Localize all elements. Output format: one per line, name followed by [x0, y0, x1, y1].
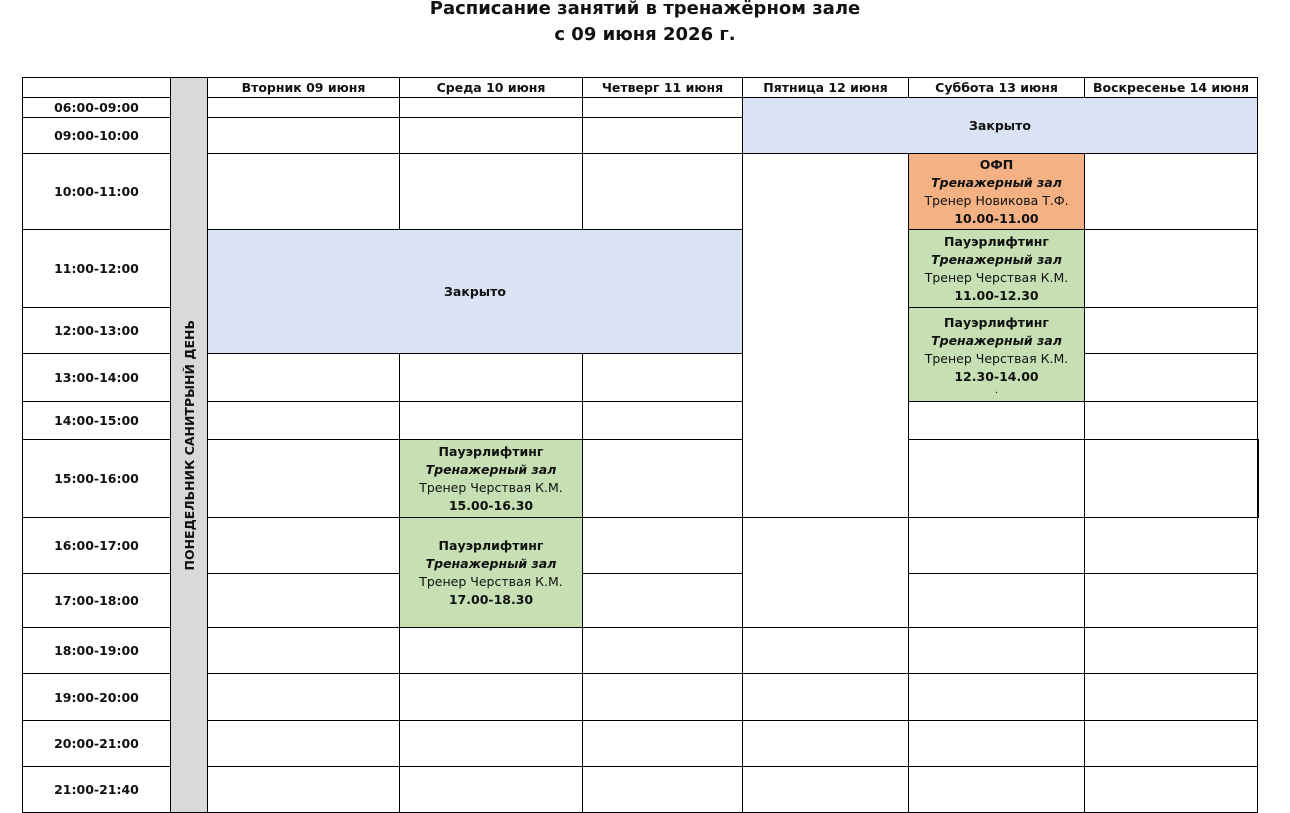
schedule-cell — [208, 440, 400, 518]
schedule-cell — [583, 518, 743, 574]
schedule-cell — [208, 628, 400, 674]
table-row — [23, 402, 1259, 440]
header-row — [23, 78, 1259, 98]
schedule-cell — [743, 721, 909, 767]
schedule-cell — [208, 118, 400, 154]
day-header-wednesday: Среда 10 июня — [400, 78, 583, 98]
day-header-tuesday: Вторник 09 июня — [208, 78, 400, 98]
event-trainer: Тренер Черствая К.М. — [924, 269, 1069, 285]
event-time: 17.00-18.30 — [448, 591, 534, 607]
schedule-cell — [208, 674, 400, 721]
event-name: Пауэрлифтинг — [438, 443, 544, 459]
time-slot: 06:00-09:00 — [23, 98, 171, 118]
schedule-cell — [583, 721, 743, 767]
schedule-cell — [583, 767, 743, 813]
time-slot: 16:00-17:00 — [23, 518, 171, 574]
event-place: Тренажерный зал — [425, 555, 557, 571]
closed-block-fri-sun — [743, 98, 1258, 154]
schedule-cell — [1258, 440, 1259, 518]
schedule-cell — [583, 354, 743, 402]
schedule-cell — [909, 440, 1085, 518]
event-powerlifting-wednesday-2 — [400, 518, 583, 628]
schedule-cell — [400, 402, 583, 440]
schedule-cell — [1085, 308, 1258, 354]
schedule-cell — [1085, 440, 1258, 518]
schedule-cell — [743, 767, 909, 813]
table-row — [23, 628, 1259, 674]
header-empty-cell — [23, 78, 171, 98]
event-place: Тренажерный зал — [931, 174, 1062, 190]
schedule-cell — [909, 767, 1085, 813]
table-row — [23, 674, 1259, 721]
event-place: Тренажерный зал — [425, 461, 557, 477]
schedule-cell — [583, 154, 743, 230]
table-row — [23, 98, 1259, 118]
event-place: Тренажерный зал — [931, 332, 1062, 348]
event-ofp-saturday — [909, 154, 1085, 230]
schedule-cell — [743, 628, 909, 674]
schedule-cell — [583, 98, 743, 118]
schedule-cell — [208, 402, 400, 440]
event-powerlifting-saturday-2 — [909, 308, 1085, 402]
time-slot: 12:00-13:00 — [23, 308, 171, 354]
time-slot: 15:00-16:00 — [23, 440, 171, 518]
day-header-friday: Пятница 12 июня — [743, 78, 909, 98]
schedule-cell — [400, 674, 583, 721]
time-slot: 09:00-10:00 — [23, 118, 171, 154]
schedule-cell — [400, 767, 583, 813]
schedule-cell — [583, 440, 743, 518]
event-time: 11.00-12.30 — [954, 287, 1039, 303]
event-trainer: Тренер Черствая К.М. — [419, 479, 563, 495]
schedule-cell — [400, 354, 583, 402]
event-note: . — [994, 384, 999, 396]
monday-column — [171, 78, 208, 813]
table-row — [23, 154, 1259, 230]
event-powerlifting-saturday-1 — [909, 230, 1085, 308]
event-name: ОФП — [979, 156, 1014, 172]
time-slot: 14:00-15:00 — [23, 402, 171, 440]
closed-label: Закрыто — [969, 118, 1031, 133]
schedule-cell — [208, 574, 400, 628]
schedule-cell — [909, 518, 1085, 574]
event-time: 10.00-11.00 — [954, 210, 1039, 226]
time-slot: 11:00-12:00 — [23, 230, 171, 308]
table-row — [23, 230, 1259, 308]
schedule-cell — [208, 154, 400, 230]
event-place: Тренажерный зал — [931, 251, 1062, 267]
schedule-cell — [208, 518, 400, 574]
monday-sanitary-label: ПОНЕДЕЛЬНИК САНИТРЫНЙ ДЕНЬ — [181, 319, 197, 571]
table-row — [23, 440, 1259, 518]
event-trainer: Тренер Новикова Т.Ф. — [924, 192, 1069, 208]
table-row — [23, 721, 1259, 767]
day-header-thursday: Четверг 11 июня — [583, 78, 743, 98]
schedule-cell — [1085, 154, 1258, 230]
schedule-cell — [909, 402, 1085, 440]
schedule-cell — [400, 721, 583, 767]
schedule-cell — [400, 628, 583, 674]
schedule-cell — [583, 674, 743, 721]
schedule-cell — [1085, 230, 1258, 308]
schedule-cell — [400, 154, 583, 230]
schedule-cell — [400, 98, 583, 118]
closed-block-tue-thu — [208, 230, 743, 354]
schedule-cell — [1085, 767, 1258, 813]
time-slot: 19:00-20:00 — [23, 674, 171, 721]
schedule-cell — [909, 721, 1085, 767]
event-time: 12.30-14.00 — [954, 368, 1039, 384]
schedule-cell — [583, 628, 743, 674]
time-slot: 18:00-19:00 — [23, 628, 171, 674]
schedule-cell — [1085, 628, 1258, 674]
schedule-cell — [1085, 354, 1258, 402]
schedule-cell — [1085, 574, 1258, 628]
schedule-cell — [208, 354, 400, 402]
time-slot: 17:00-18:00 — [23, 574, 171, 628]
schedule-cell — [909, 628, 1085, 674]
event-name: Пауэрлифтинг — [438, 537, 544, 553]
time-slot: 13:00-14:00 — [23, 354, 171, 402]
schedule-cell — [1085, 721, 1258, 767]
schedule-cell — [583, 118, 743, 154]
closed-label: Закрыто — [444, 284, 506, 299]
table-row — [23, 767, 1259, 813]
table-row — [23, 574, 1259, 628]
schedule-cell-friday — [743, 518, 909, 628]
schedule-cell — [583, 402, 743, 440]
event-trainer: Тренер Черствая К.М. — [419, 573, 563, 589]
schedule-cell-friday — [743, 154, 909, 518]
schedule-cell — [743, 674, 909, 721]
schedule-cell — [208, 767, 400, 813]
time-slot: 10:00-11:00 — [23, 154, 171, 230]
event-name: Пауэрлифтинг — [944, 233, 1049, 249]
schedule-table — [22, 77, 1259, 813]
event-powerlifting-wednesday-1 — [400, 440, 583, 518]
event-name: Пауэрлифтинг — [944, 314, 1049, 330]
schedule-subtitle: с 09 июня 2026 г. — [554, 24, 736, 45]
schedule-cell — [400, 118, 583, 154]
event-time: 15.00-16.30 — [448, 497, 534, 513]
day-header-sunday: Воскресенье 14 июня — [1085, 78, 1258, 98]
schedule-cell — [208, 721, 400, 767]
schedule-cell — [1085, 518, 1258, 574]
time-slot: 20:00-21:00 — [23, 721, 171, 767]
schedule-cell — [909, 674, 1085, 721]
schedule-cell — [208, 98, 400, 118]
schedule-cell — [909, 574, 1085, 628]
schedule-cell — [1085, 674, 1258, 721]
schedule-cell — [1085, 402, 1258, 440]
table-row — [23, 518, 1259, 574]
day-header-saturday: Суббота 13 июня — [909, 78, 1085, 98]
time-slot: 21:00-21:40 — [23, 767, 171, 813]
schedule-cell — [583, 574, 743, 628]
schedule-title: Расписание занятий в тренажёрном зале — [429, 0, 861, 19]
event-trainer: Тренер Черствая К.М. — [924, 350, 1069, 366]
